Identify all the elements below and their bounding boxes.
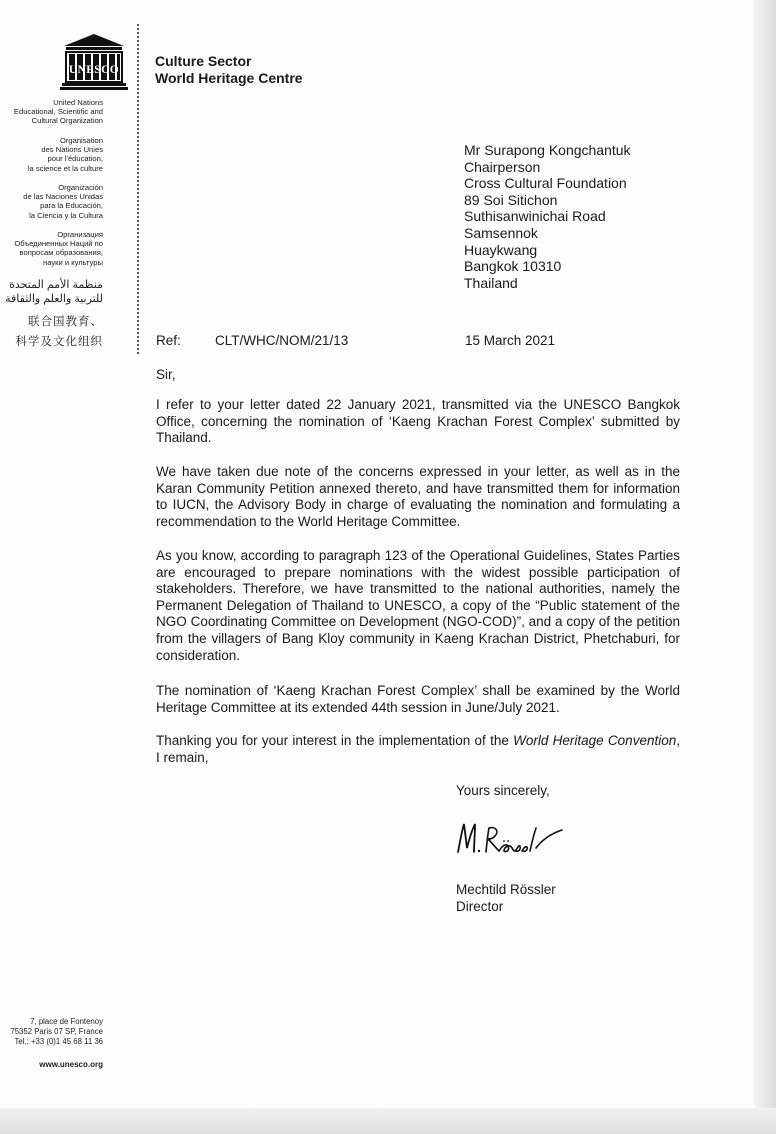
paragraph-1: I refer to your letter dated 22 January 2021, transmitted via the UNESCO Bangkok Office, concerning the nomination of ‘Kaeng Krachan Forest Complex’ submitted by Thailand. (156, 397, 680, 446)
org-name-chinese: 联合国教育、 科学及文化组织 (15, 316, 103, 348)
sidebar-divider (137, 24, 139, 354)
ref-label: Ref: (156, 333, 181, 348)
paragraph-2: We have taken due note of the concerns expressed in your letter, as well as in the Karan Community Petition annexed thereto, and have transmitted them for information to IUCN, the Advisory Body in charge of evaluating the nomination and formulating a recommendation to the World Heritage Committee. (156, 464, 680, 529)
org-name-french: Organisation des Nations Unies pour l'éducation, la science et la culture (27, 136, 103, 173)
page-edge-right (754, 0, 776, 1134)
convention-title: World Heritage Convention (513, 733, 677, 748)
org-name-english: United Nations Educational, Scientific and Cultural Organization (13, 98, 103, 126)
page-edge-bottom (0, 1108, 776, 1134)
paragraph-4: The nomination of ‘Kaeng Krachan Forest Complex’ shall be examined by the World Heritage Committee at its extended 44th session in June/July 2021. (156, 683, 680, 715)
signatory: Mechtild Rössler Director (456, 882, 556, 914)
letter-date: 15 March 2021 (465, 333, 556, 348)
handwritten-signature (452, 818, 572, 860)
paragraph-3: As you know, according to paragraph 123 of the Operational Guidelines, States Parties are encouraged to prepare nominations with the widest possible participation of stakeholders. Therefore, we have transmitted to the national authorities, namely the Permanent Delegation of Thailand to UNESCO, a copy of the “Public statement of the NGO Coordinating Committee on Development (NGO-COD)”, and a copy of the petition from the villagers of Bang Kloy community in Kaeng Krachan District, Phetchaburi, for consideration. (156, 548, 680, 663)
org-name-russian: Организация Объединенных Наций по вопросам образования, науки и культуры (14, 230, 103, 267)
sector-title: Culture Sector World Heritage Centre (155, 53, 303, 86)
recipient-address: Mr Surapong Kongchantuk Chairperson Cross Cultural Foundation 89 Soi Sitichon Suthisanwinichai Road Samsennok Huaykwang Bangkok 10310 Thailand (464, 142, 631, 291)
logo-text: UNESCO (68, 64, 120, 76)
paragraph-5: Thanking you for your interest in the implementation of the World Heritage Convention, I remain, (156, 733, 680, 765)
org-name-arabic: منظمة الأمم المتحدة للتربية والعلم والثقافة (5, 279, 103, 305)
org-website: www.unesco.org (39, 1060, 103, 1069)
org-address: 7, place de Fontenoy 75352 Paris 07 SP, France Tel.: +33 (0)1 45 68 11 36 (10, 1017, 103, 1046)
ref-number: CLT/WHC/NOM/21/13 (215, 333, 349, 348)
org-name-spanish: Organización de las Naciones Unidas para la Educación, la Ciencia y la Cultura (23, 183, 103, 220)
closing: Yours sincerely, (456, 783, 550, 798)
unesco-logo (60, 32, 128, 90)
salutation: Sir, (156, 367, 176, 382)
